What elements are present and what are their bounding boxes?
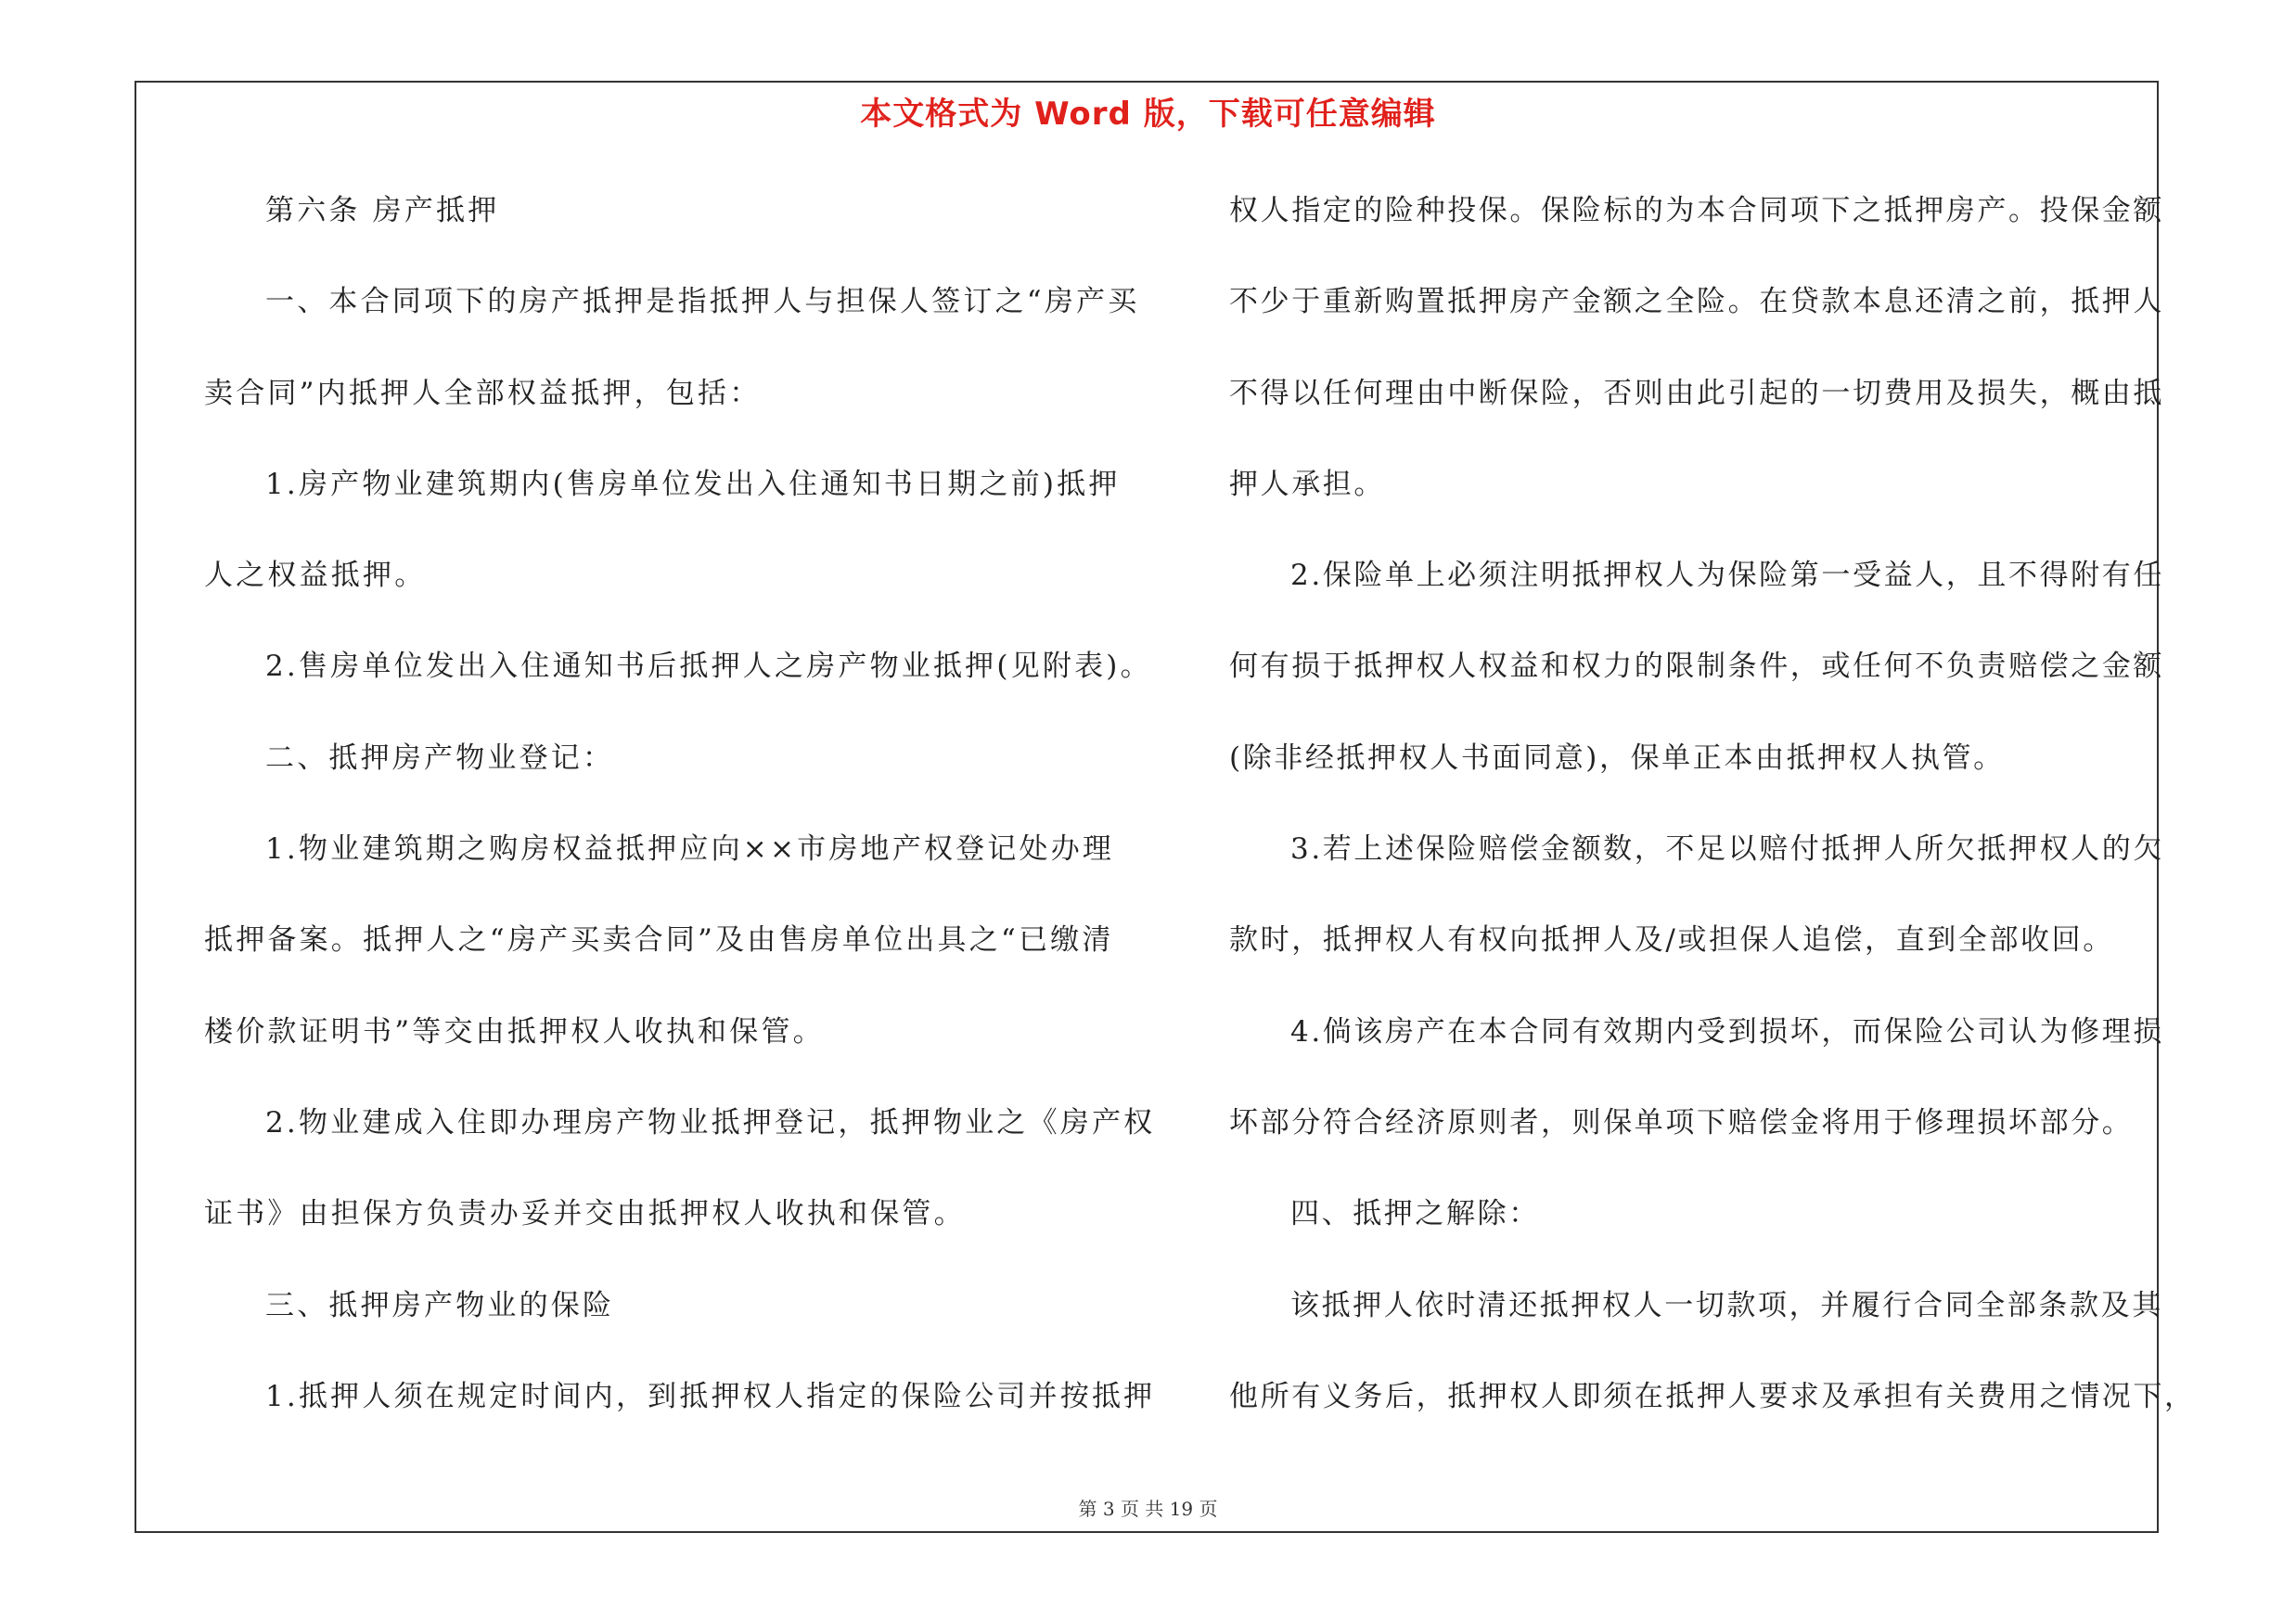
paragraph-line: 人之权益抵押。	[204, 559, 427, 593]
paragraph-line: 抵押备案。抵押人之“房产买卖合同”及由售房单位出具之“已缴清	[204, 923, 1114, 958]
paragraph-line: 不得以任何理由中断保险，否则由此引起的一切费用及损失，概由抵	[1229, 376, 2164, 410]
paragraph-line: 坏部分符合经济原则者，则保单项下赔偿金将用于修理损坏部分。	[1229, 1105, 2134, 1140]
paragraph-line: 他所有义务后，抵押权人即须在抵押人要求及承担有关费用之情况下，	[1229, 1379, 2196, 1413]
paragraph-line: 1.物业建筑期之购房权益抵押应向××市房地产权登记处办理	[265, 832, 1115, 867]
paragraph-line: 2.物业建成入住即办理房产物业抵押登记，抵押物业之《房产权	[265, 1105, 1156, 1140]
section-heading: 第六条 房产抵押	[265, 194, 500, 227]
page-number: 第 3 页 共 19 页	[1078, 1498, 1218, 1520]
paragraph-line: 2.保险单上必须注明抵押权人为保险第一受益人，且不得附有任	[1290, 559, 2164, 593]
right-column	[1229, 183, 2196, 1460]
paragraph-line: 不少于重新购置抵押房产金额之全险。在贷款本息还清之前，抵押人	[1229, 285, 2164, 319]
left-column	[204, 183, 1169, 1460]
section-heading: 三、抵押房产物业的保险	[265, 1288, 615, 1322]
paragraph-line: 2.售房单位发出入住通知书后抵押人之房产物业抵押(见附表)。	[265, 650, 1152, 684]
section-heading: 四、抵押之解除：	[1290, 1197, 1540, 1231]
paragraph-line: (除非经抵押权人书面同意)，保单正本由抵押权人执管。	[1229, 741, 2005, 775]
paragraph-line: 1.房产物业建筑期内(售房单位发出入住通知书日期之前)抵押	[265, 467, 1121, 501]
paragraph-line: 4.倘该房产在本合同有效期内受到损坏，而保险公司认为修理损	[1290, 1014, 2164, 1049]
paragraph-line: 款时，抵押权人有权向抵押人及/或担保人追偿，直到全部收回。	[1229, 923, 2114, 958]
paragraph-line: 一、本合同项下的房产抵押是指抵押人与担保人签订之“房产买	[265, 285, 1140, 319]
paragraph-line: 楼价款证明书”等交由抵押权人收执和保管。	[204, 1014, 825, 1049]
paragraph-line: 何有损于抵押权人权益和权力的限制条件，或任何不负责赔偿之金额	[1229, 650, 2164, 684]
paragraph-line: 卖合同”内抵押人全部权益抵押，包括：	[204, 376, 762, 410]
header-banner: 本文格式为 Word 版，下载可任意编辑	[860, 96, 1436, 133]
paragraph-line: 该抵押人依时清还抵押权人一切款项，并履行合同全部条款及其	[1290, 1288, 2163, 1322]
paragraph-line: 权人指定的险种投保。保险标的为本合同项下之抵押房产。投保金额	[1229, 194, 2164, 227]
paragraph-line: 1.抵押人须在规定时间内，到抵押权人指定的保险公司并按抵押	[265, 1379, 1156, 1413]
paragraph-line: 3.若上述保险赔偿金额数，不足以赔付抵押人所欠抵押权人的欠	[1290, 832, 2164, 867]
paragraph-line: 押人承担。	[1229, 467, 1385, 501]
section-heading: 二、抵押房产物业登记：	[265, 741, 615, 775]
paragraph-line: 证书》由担保方负责办妥并交由抵押权人收执和保管。	[204, 1197, 966, 1231]
